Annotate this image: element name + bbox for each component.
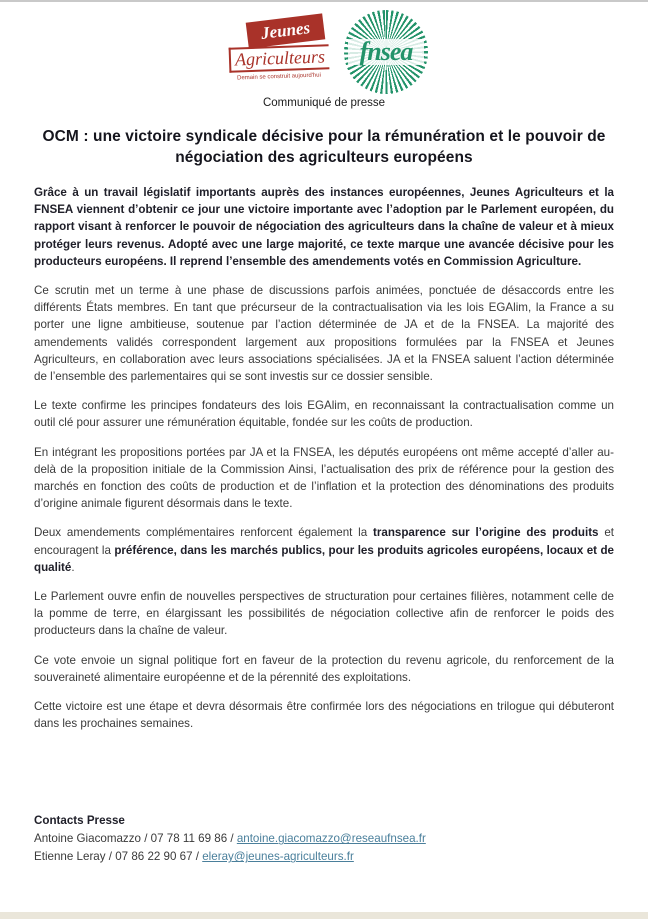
paragraph-egalim: Le texte confirme les principes fondateurs des lois EGAlim, en reconnaissant la contractualisation comme un outil clé pour assurer une rémunération équitable, fondée sur les coûts de production.	[34, 399, 614, 430]
paragraph-amendements-seg4: préférence, dans les marchés publics, pour les produits agricoles européens, locaux et de qualité	[34, 543, 614, 574]
fnsea-logo-text: fnsea	[359, 37, 413, 66]
logos-row	[0, 10, 648, 92]
ja-logo-word1: Jeunes	[246, 13, 326, 48]
paragraph-amendements-seg2: transparence sur l’origine des produits	[373, 526, 599, 540]
paragraph-scrutin: Ce scrutin met un terme à une phase de discussions parfois animées, ponctuée de désaccords entre les différents États membres. En tant que précurseur de la contractualisation via les lois EGAlim, la France a su porter une ligne ambitieuse, soutenue par l’action déterminée de JA et de la FNSEA. La majorité des amendements validés correspondent largement aux propositions formulées par la FNSEA et Jeunes Agriculteurs, en collaboration avec leurs associations spécialisées. JA et la FNSEA saluent l’action déterminée de l’ensemble des parlementaires qui se sont investis sur ce dossier sensible.	[34, 284, 614, 384]
contacts-heading: Contacts Presse	[34, 814, 125, 828]
header	[0, 0, 648, 109]
doc-type-label: Communiqué de presse	[262, 97, 386, 109]
paragraph-parlement: Le Parlement ouvre enfin de nouvelles perspectives de structuration pour certaines filières, notamment celle de la pomme de terre, en élargissant les possibilités de négociation collective afin de renforcer le poids des producteurs dans la chaîne de valeur.	[34, 590, 614, 638]
bottom-page-edge	[0, 912, 648, 919]
contact-etienne-name-phone: Etienne Leray / 07 86 22 90 67 /	[34, 850, 203, 864]
paragraph-propositions: En intégrant les propositions portées par JA et la FNSEA, les députés européens ont même accepté d’aller au-delà de la proposition initiale de la Commission Ainsi, l’actualisation des prix de référence pour la gestion des marchés en fonction des coûts de production et de l’inflation et la protection des dénominations des produits d’origine animale figurent désormais dans le texte.	[34, 445, 614, 511]
page-title: OCM : une victoire syndicale décisive pour la rémunération et le pouvoir de négociation des agriculteurs européens	[42, 128, 606, 166]
paragraph-amendements-seg3: et encouragent la	[34, 526, 614, 557]
paragraph-victoire: Cette victoire est une étape et devra désormais être confirmée lors des négociations en trilogue qui débuteront dans les prochaines semaines.	[34, 700, 614, 731]
contacts-section	[34, 812, 614, 866]
paragraph-amendements-seg1: Deux amendements complémentaires renforcent également la	[34, 526, 373, 540]
body-content	[34, 184, 614, 732]
paragraph-vote: Ce vote envoie un signal politique fort en faveur de la protection du revenu agricole, du renforcement de la souveraineté alimentaire européenne et de la pérennité des exploitations.	[34, 653, 614, 684]
fnsea-logo-band	[348, 39, 424, 65]
fnsea-sunburst-logo	[344, 10, 428, 94]
top-divider	[0, 0, 648, 2]
contact-line-etienne	[34, 848, 614, 866]
contact-etienne-email-link[interactable]: eleray@jeunes-agriculteurs.fr	[202, 850, 354, 864]
contact-antoine-name-phone: Antoine Giacomazzo / 07 78 11 69 86 /	[34, 832, 237, 846]
ja-logo-word2: Agriculteurs	[229, 44, 330, 72]
jeunes-agriculteurs-logo	[220, 12, 338, 92]
contact-antoine-email-link[interactable]: antoine.giacomazzo@reseaufnsea.fr	[236, 832, 426, 846]
paragraph-amendements-seg5: .	[71, 560, 75, 574]
contact-line-antoine	[34, 830, 614, 848]
intro-paragraph: Grâce à un travail législatif importants auprès des instances européennes, Jeunes Agriculteurs et la FNSEA viennent d’obtenir ce jour une victoire importante avec l’adoption par le Parlement européen, du rapport visant à renforcer le pouvoir de négociation des agriculteurs dans la chaîne de valeur et à mieux protéger leurs revenus. Adopté avec une large majorité, ce texte marque une avancée décisive pour les producteurs européens. Il reprend l’ensemble des amendements votés en Commission Agriculture.	[34, 186, 614, 268]
ja-logo-tagline: Demain se construit aujourd'hui	[236, 72, 322, 82]
paragraph-amendements	[34, 524, 614, 576]
